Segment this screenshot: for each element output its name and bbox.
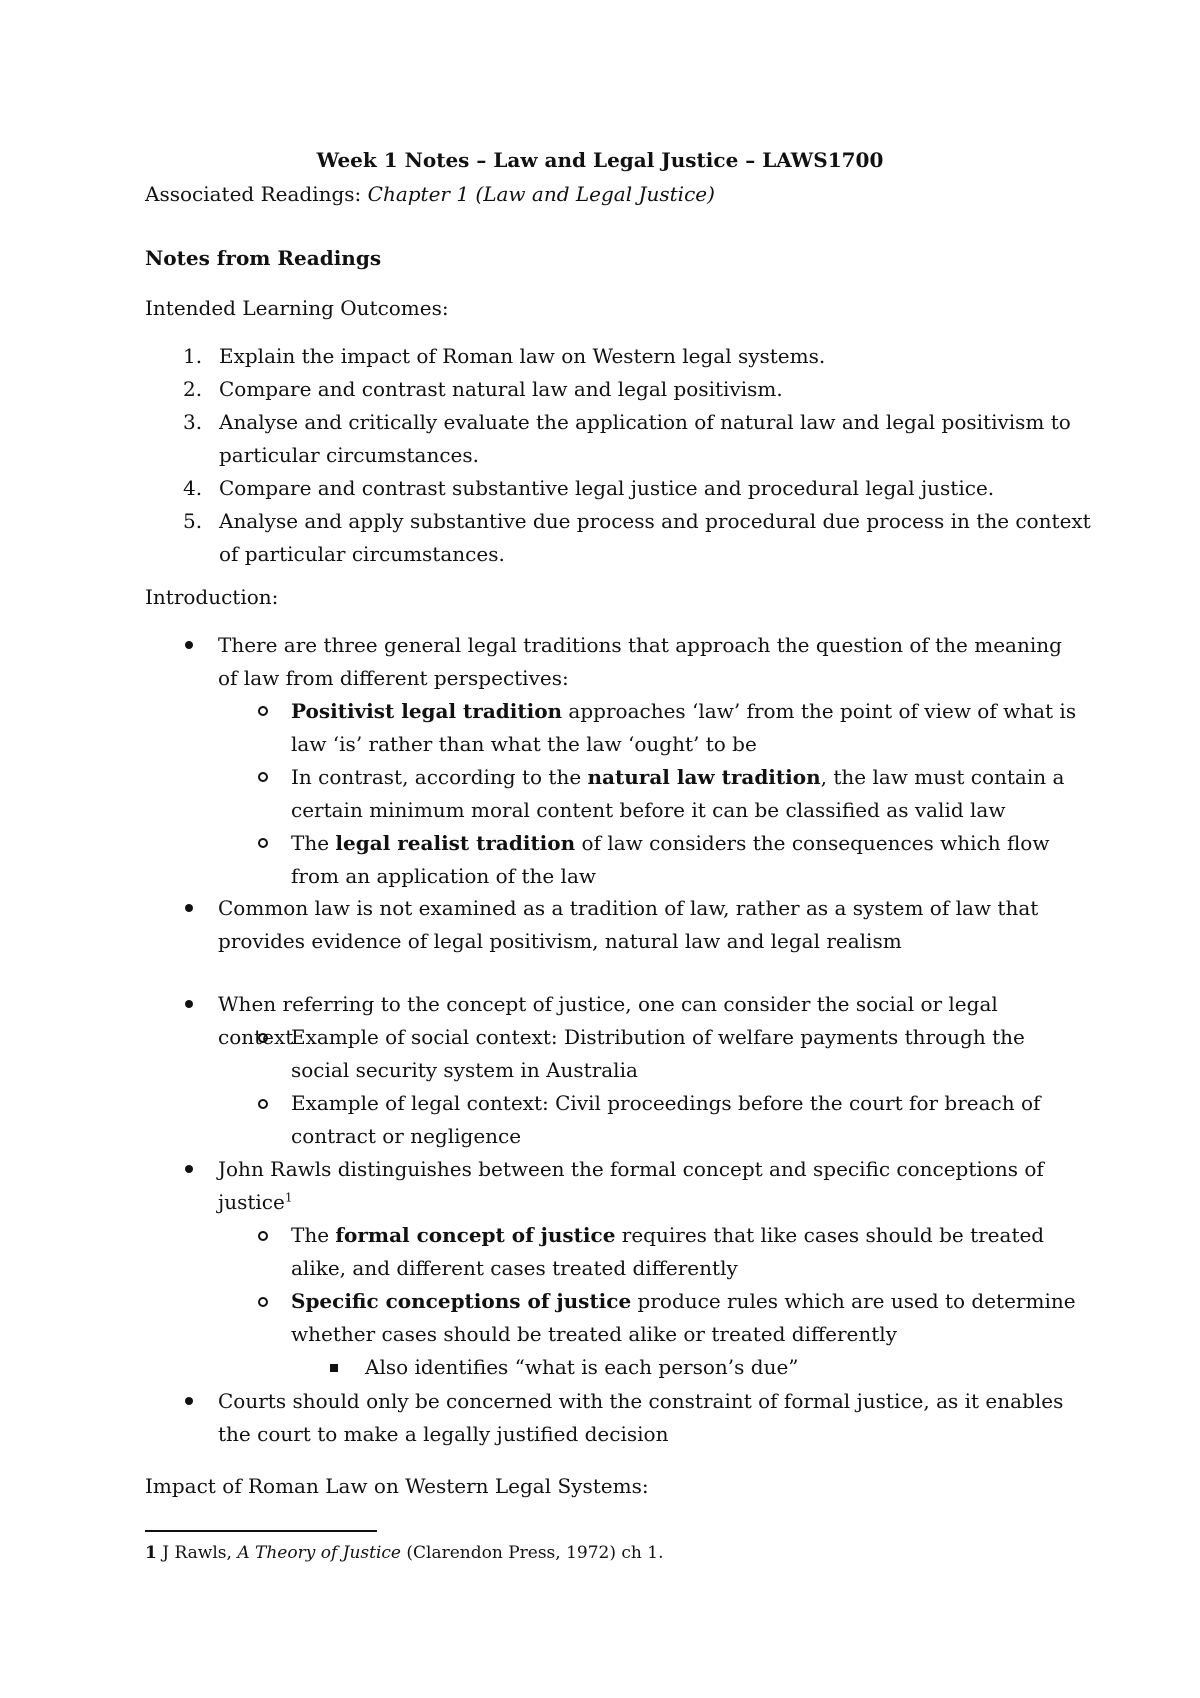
outcome-number: 4.: [183, 476, 203, 500]
bullet-text: John Rawls distinguishes between the formal concept and specific conceptions of justice: [218, 1157, 1044, 1214]
sub-bullet-item: [291, 827, 1081, 893]
outcome-text: Analyse and apply substantive due process and procedural due process in the context of particular circumstances.: [219, 509, 1091, 566]
footnote-book-title: A Theory of Justice: [237, 1543, 401, 1563]
bold-term: Positivist legal tradition: [291, 699, 563, 723]
outcome-number: 2.: [183, 377, 203, 401]
bold-term: natural law tradition: [587, 765, 821, 789]
readings-value: Chapter 1 (Law and Legal Justice): [367, 182, 715, 206]
sub-bullet-item: [291, 1219, 1081, 1285]
outcomes-list: [145, 340, 1105, 571]
sub-bullet-text: , the law must contain a certain minimum moral content before it can be classified as valid law: [291, 765, 1065, 822]
roman-law-heading: Impact of Roman Law on Western Legal Systems:: [145, 1474, 649, 1498]
notes-heading: Notes from Readings: [145, 246, 382, 270]
outcome-text: Compare and contrast natural law and legal positivism.: [219, 377, 783, 401]
readings-label: Associated Readings:: [145, 182, 368, 206]
bold-term: legal realist tradition: [335, 831, 576, 855]
bullet-dot-icon: [185, 904, 193, 912]
bullet-dot-icon: [185, 1000, 193, 1008]
associated-readings: [145, 182, 715, 206]
sub-bullet-text: approaches ‘law’ from the point of view of what is law ‘is’ rather than what the law ‘ought’ to be: [291, 699, 1077, 756]
outcome-number: 1.: [183, 344, 203, 368]
sub-bullet-text: requires that like cases should be treated alike, and different cases treated differently: [291, 1223, 1045, 1280]
footnote-author: J Rawls,: [156, 1543, 238, 1563]
sub-bullet-item: [291, 695, 1081, 761]
sub-bullet-item: [291, 1285, 1081, 1351]
bullet-item: When referring to the concept of justice, one can consider the social or legal context: [218, 992, 998, 1049]
sub-bullet-text: of law considers the consequences which flow from an application of the law: [291, 831, 1050, 888]
sub-bullet-text: In contrast, according to the: [291, 765, 588, 789]
sub-bullet-text: produce rules which are used to determine whether cases should be treated alike or treated differently: [291, 1289, 1076, 1346]
introduction-heading: Introduction:: [145, 585, 279, 609]
bullet-circle-icon: [258, 1297, 268, 1307]
sub-bullet-text: The: [291, 831, 336, 855]
outcome-text: Explain the impact of Roman law on Western legal systems.: [219, 344, 826, 368]
sub-bullet-text: The: [291, 1223, 336, 1247]
footnote: [145, 1542, 663, 1564]
bullet-circle-icon: [258, 1033, 268, 1043]
footnote-reference[interactable]: 1: [284, 1190, 293, 1205]
bullet-dot-icon: [185, 641, 193, 649]
bullet-circle-icon: [258, 706, 268, 716]
bold-term: Specific conceptions of justice: [291, 1289, 632, 1313]
bullet-circle-icon: [258, 1099, 268, 1109]
outcome-number: 5.: [183, 509, 203, 533]
sub-bullet-item: [291, 761, 1081, 827]
sub-sub-bullet-item: Also identifies “what is each person’s due”: [365, 1355, 799, 1379]
bullet-item: Courts should only be concerned with the constraint of formal justice, as it enables the court to make a legally justified decision: [218, 1389, 1064, 1446]
bullet-square-icon: [330, 1364, 338, 1372]
footnote-divider: [145, 1530, 377, 1532]
bullet-circle-icon: [258, 1231, 268, 1241]
outcome-number: 3.: [183, 410, 203, 434]
footnote-number: 1: [145, 1543, 157, 1563]
outcome-text: Analyse and critically evaluate the application of natural law and legal positivism to particular circumstances.: [219, 410, 1071, 467]
bullet-item: There are three general legal traditions that approach the question of the meaning of law from different perspectives:: [218, 633, 1062, 690]
footnote-citation: (Clarendon Press, 1972) ch 1.: [400, 1543, 664, 1563]
outcome-text: Compare and contrast substantive legal justice and procedural legal justice.: [219, 476, 995, 500]
bullet-circle-icon: [258, 772, 268, 782]
outcome-item: [145, 406, 1105, 472]
bullet-item: Common law is not examined as a tradition of law, rather as a system of law that provides evidence of legal positivism, natural law and legal realism: [218, 896, 1039, 953]
sub-bullet-item: Example of social context: Distribution of welfare payments through the social security system in Australia: [291, 1025, 1025, 1082]
bullet-circle-icon: [258, 838, 268, 848]
bullet-dot-icon: [185, 1165, 193, 1173]
sub-bullet-item: Example of legal context: Civil proceedings before the court for breach of contract or negligence: [291, 1091, 1041, 1148]
page-title: Week 1 Notes – Law and Legal Justice – LAWS1700: [316, 148, 884, 172]
outcome-item: [145, 373, 1105, 406]
outcome-item: [145, 340, 1105, 373]
outcomes-heading: Intended Learning Outcomes:: [145, 296, 449, 320]
bullet-dot-icon: [185, 1397, 193, 1405]
outcome-item: [145, 505, 1105, 571]
bold-term: formal concept of justice: [335, 1223, 616, 1247]
outcome-item: [145, 472, 1105, 505]
bullet-item: [218, 1153, 1078, 1219]
